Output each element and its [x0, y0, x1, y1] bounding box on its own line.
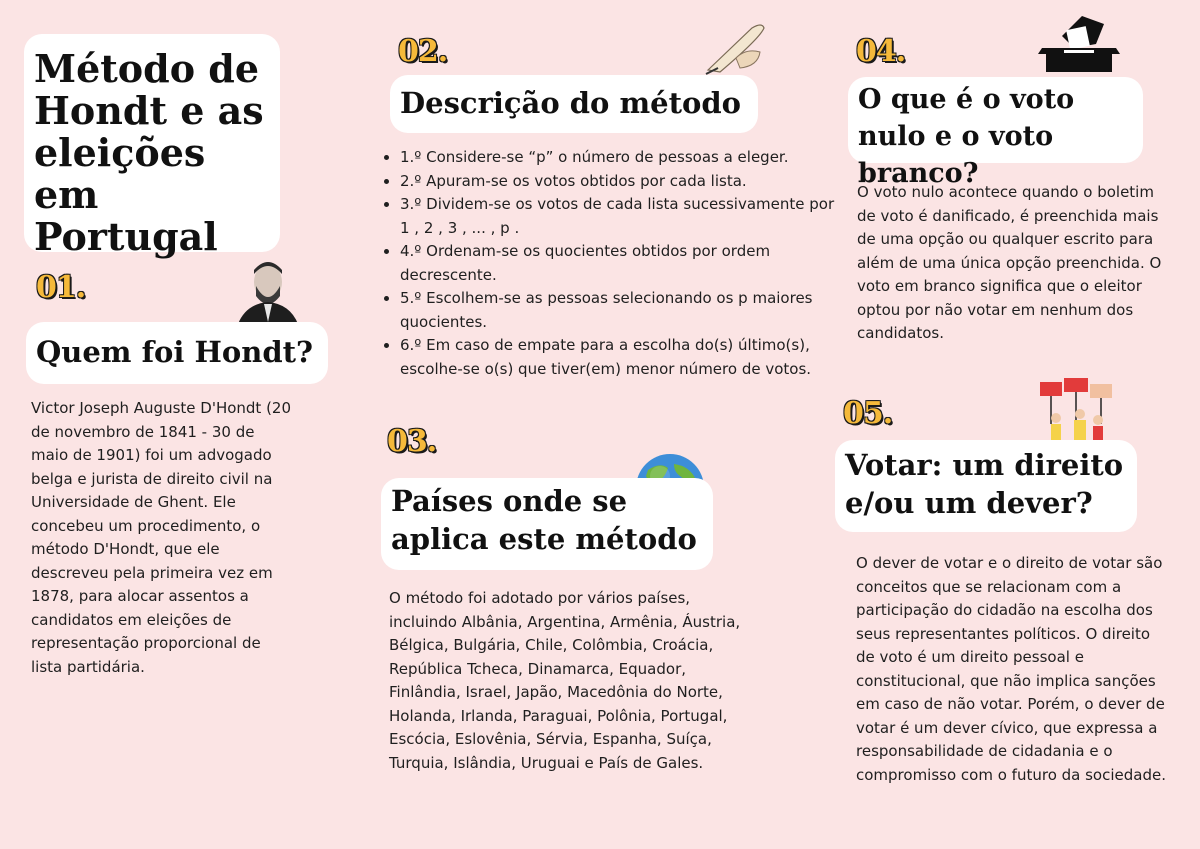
section-4-heading: O que é o voto nulo e o voto branco? [858, 84, 1075, 189]
title-card [24, 34, 280, 259]
section-2-steps [382, 146, 840, 381]
section-5-text: O dever de votar e o direito de votar são conceitos que se relacionam com a participação do cidadão na escolha dos seus representantes políticos. O direito de voto é um direito pessoal e constitucional, que não implica sanções em caso de não votar. Porém, o dever de votar é um dever cívico, que expressa a responsabilidade de cidadania e o compromisso com o futuro da sociedade. [856, 554, 1166, 784]
section-4-heading-card [848, 77, 1143, 189]
section-2-number: 02. [398, 34, 448, 69]
section-1-number: 01. [36, 270, 86, 305]
section-5-heading-card [835, 440, 1137, 532]
step-item: • 1.º Considere-se “p” o número de pessoas a eleger. [400, 146, 840, 170]
section-3-heading-card [381, 478, 713, 570]
section-3-number: 03. [387, 424, 437, 459]
step-item: • 4.º Ordenam-se os quocientes obtidos por ordem decrescente. [400, 240, 840, 287]
section-2-heading-card [390, 75, 758, 133]
step-item: • 6.º Em caso de empate para a escolha do(s) último(s), escolhe-se o(s) que tiver(em) menor número de votos. [400, 334, 840, 381]
section-3-heading: Países onde se aplica este método [391, 484, 697, 556]
section-3-text: O método foi adotado por vários países, incluindo Albânia, Argentina, Armênia, Áustria, Bélgica, Bulgária, Chile, Colômbia, Croácia, República Tcheca, Dinamarca, Equador, Finlândia, Israel, Japão, Macedônia do Norte, Holanda, Irlanda, Paraguai, Polônia, Portugal, Escócia, Eslovênia, Sérvia, Espanha, Suíça, Turquia, Islândia, Uruguai e País de Gales. [389, 589, 741, 772]
step-item: • 3.º Dividem-se os votos de cada lista sucessivamente por 1 , 2 , 3 , ... , p . [400, 193, 840, 240]
step-item: • 5.º Escolhem-se as pessoas selecionando os p maiores quocientes. [400, 287, 840, 334]
page-title: Método de Hondt e as eleições em Portugal [34, 46, 264, 259]
quill-pen-icon [700, 18, 766, 78]
section-5-heading: Votar: um direito e/ou um dever? [845, 448, 1124, 520]
section-4-text: O voto nulo acontece quando o boletim de voto é danificado, é preenchida mais de uma opção ou qualquer escrito para além de uma única opção preenchida. O voto em branco significa que o eleitor optou por não votar em nenhum dos candidatos. [857, 183, 1162, 342]
section-1-text: Victor Joseph Auguste D'Hondt (20 de novembro de 1841 - 30 de maio de 1901) foi um advogado belga e jurista de direito civil na Universidade de Ghent. Ele concebeu um procedimento, o método D'Hondt, que ele descreveu pela primeira vez em 1878, para alocar assentos a candidatos em eleições de representação proporcional de lista partidária. [31, 399, 292, 676]
step-item: • 2.º Apuram-se os votos obtidos por cada lista. [400, 170, 840, 194]
protest-crowd-icon [1034, 374, 1118, 444]
section-1-heading: Quem foi Hondt? [36, 335, 314, 369]
section-1-heading-card [26, 322, 328, 384]
section-2-heading: Descrição do método [400, 86, 741, 120]
section-4-number: 04. [856, 34, 906, 69]
ballot-box-icon [1034, 14, 1124, 76]
portrait-icon [232, 252, 304, 324]
section-5-number: 05. [843, 396, 893, 431]
